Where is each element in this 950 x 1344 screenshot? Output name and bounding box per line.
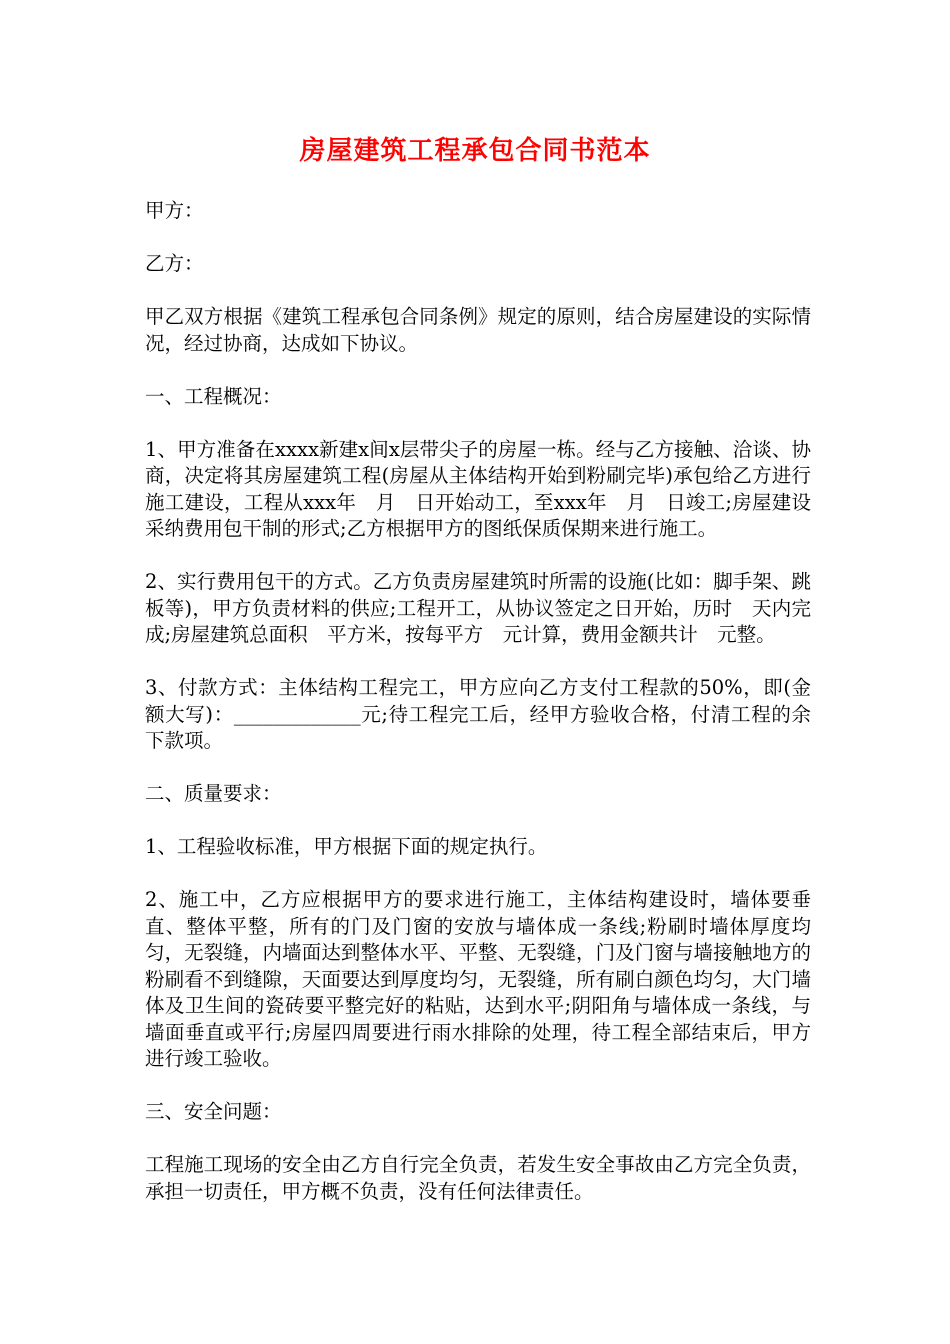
document-title: 房屋建筑工程承包合同书范本 xyxy=(299,136,651,166)
preamble-paragraph: 甲乙双方根据《建筑工程承包合同条例》规定的原则，结合房屋建设的实际情况，经过协商，达成如下协议。 xyxy=(145,305,811,355)
section-heading-safety: 三、安全问题： xyxy=(145,1100,282,1123)
clause-overview-1: 1、甲方准备在xxxx新建x间x层带尖子的房屋一栋。经与乙方接触、洽谈、协商，决定将其房屋建筑工程(房屋从主体结构开始到粉刷完毕)承包给乙方进行施工建设，工程从xxx年 月 日开始动工，至xxx年 月 日竣工;房屋建设采纳费用包干制的形式;乙方根据甲方的图纸保质保期来进行施工。 xyxy=(145,437,811,540)
section-heading-overview: 一、工程概况： xyxy=(145,384,282,408)
clause-overview-3: 3、付款方式：主体结构工程完工，甲方应向乙方支付工程款的50%，即(金额大写)：_____________元;待工程完工后，经甲方验收合格，付清工程的余下款项。 xyxy=(145,676,811,752)
section-heading-quality: 二、质量要求： xyxy=(145,782,282,805)
document-body xyxy=(145,198,811,1232)
party-b-line: 乙方： xyxy=(145,252,204,275)
clause-quality-2: 2、施工中，乙方应根据甲方的要求进行施工，主体结构建设时，墙体要垂直、整体平整，所有的门及门窗的安放与墙体成一条线;粉刷时墙体厚度均匀，无裂缝，内墙面达到整体水平、平整、无裂缝，门及门窗与墙接触地方的粉刷看不到缝隙，天面要达到厚度均匀，无裂缝，所有刷白颜色均匀，大门墙体及卫生间的瓷砖要平整完好的粘贴，达到水平;阴阳角与墙体成一条线，与墙面垂直或平行;房屋四周要进行雨水排除的处理，待工程全部结束后，甲方进行竣工验收。 xyxy=(145,888,811,1070)
clause-safety-1: 工程施工现场的安全由乙方自行完全负责，若发生安全事故由乙方完全负责，承担一切责任，甲方概不负责，没有任何法律责任。 xyxy=(145,1153,811,1203)
party-a-line: 甲方： xyxy=(145,199,204,222)
clause-quality-1: 1、工程验收标准，甲方根据下面的规定执行。 xyxy=(145,835,548,858)
clause-overview-2: 2、实行费用包干的方式。乙方负责房屋建筑时所需的设施(比如：脚手架、跳板等)，甲方负责材料的供应;工程开工，从协议签定之日开始，历时 天内完成;房屋建筑总面积 平方米，按每平方 元计算，费用金额共计 元整。 xyxy=(145,570,811,646)
